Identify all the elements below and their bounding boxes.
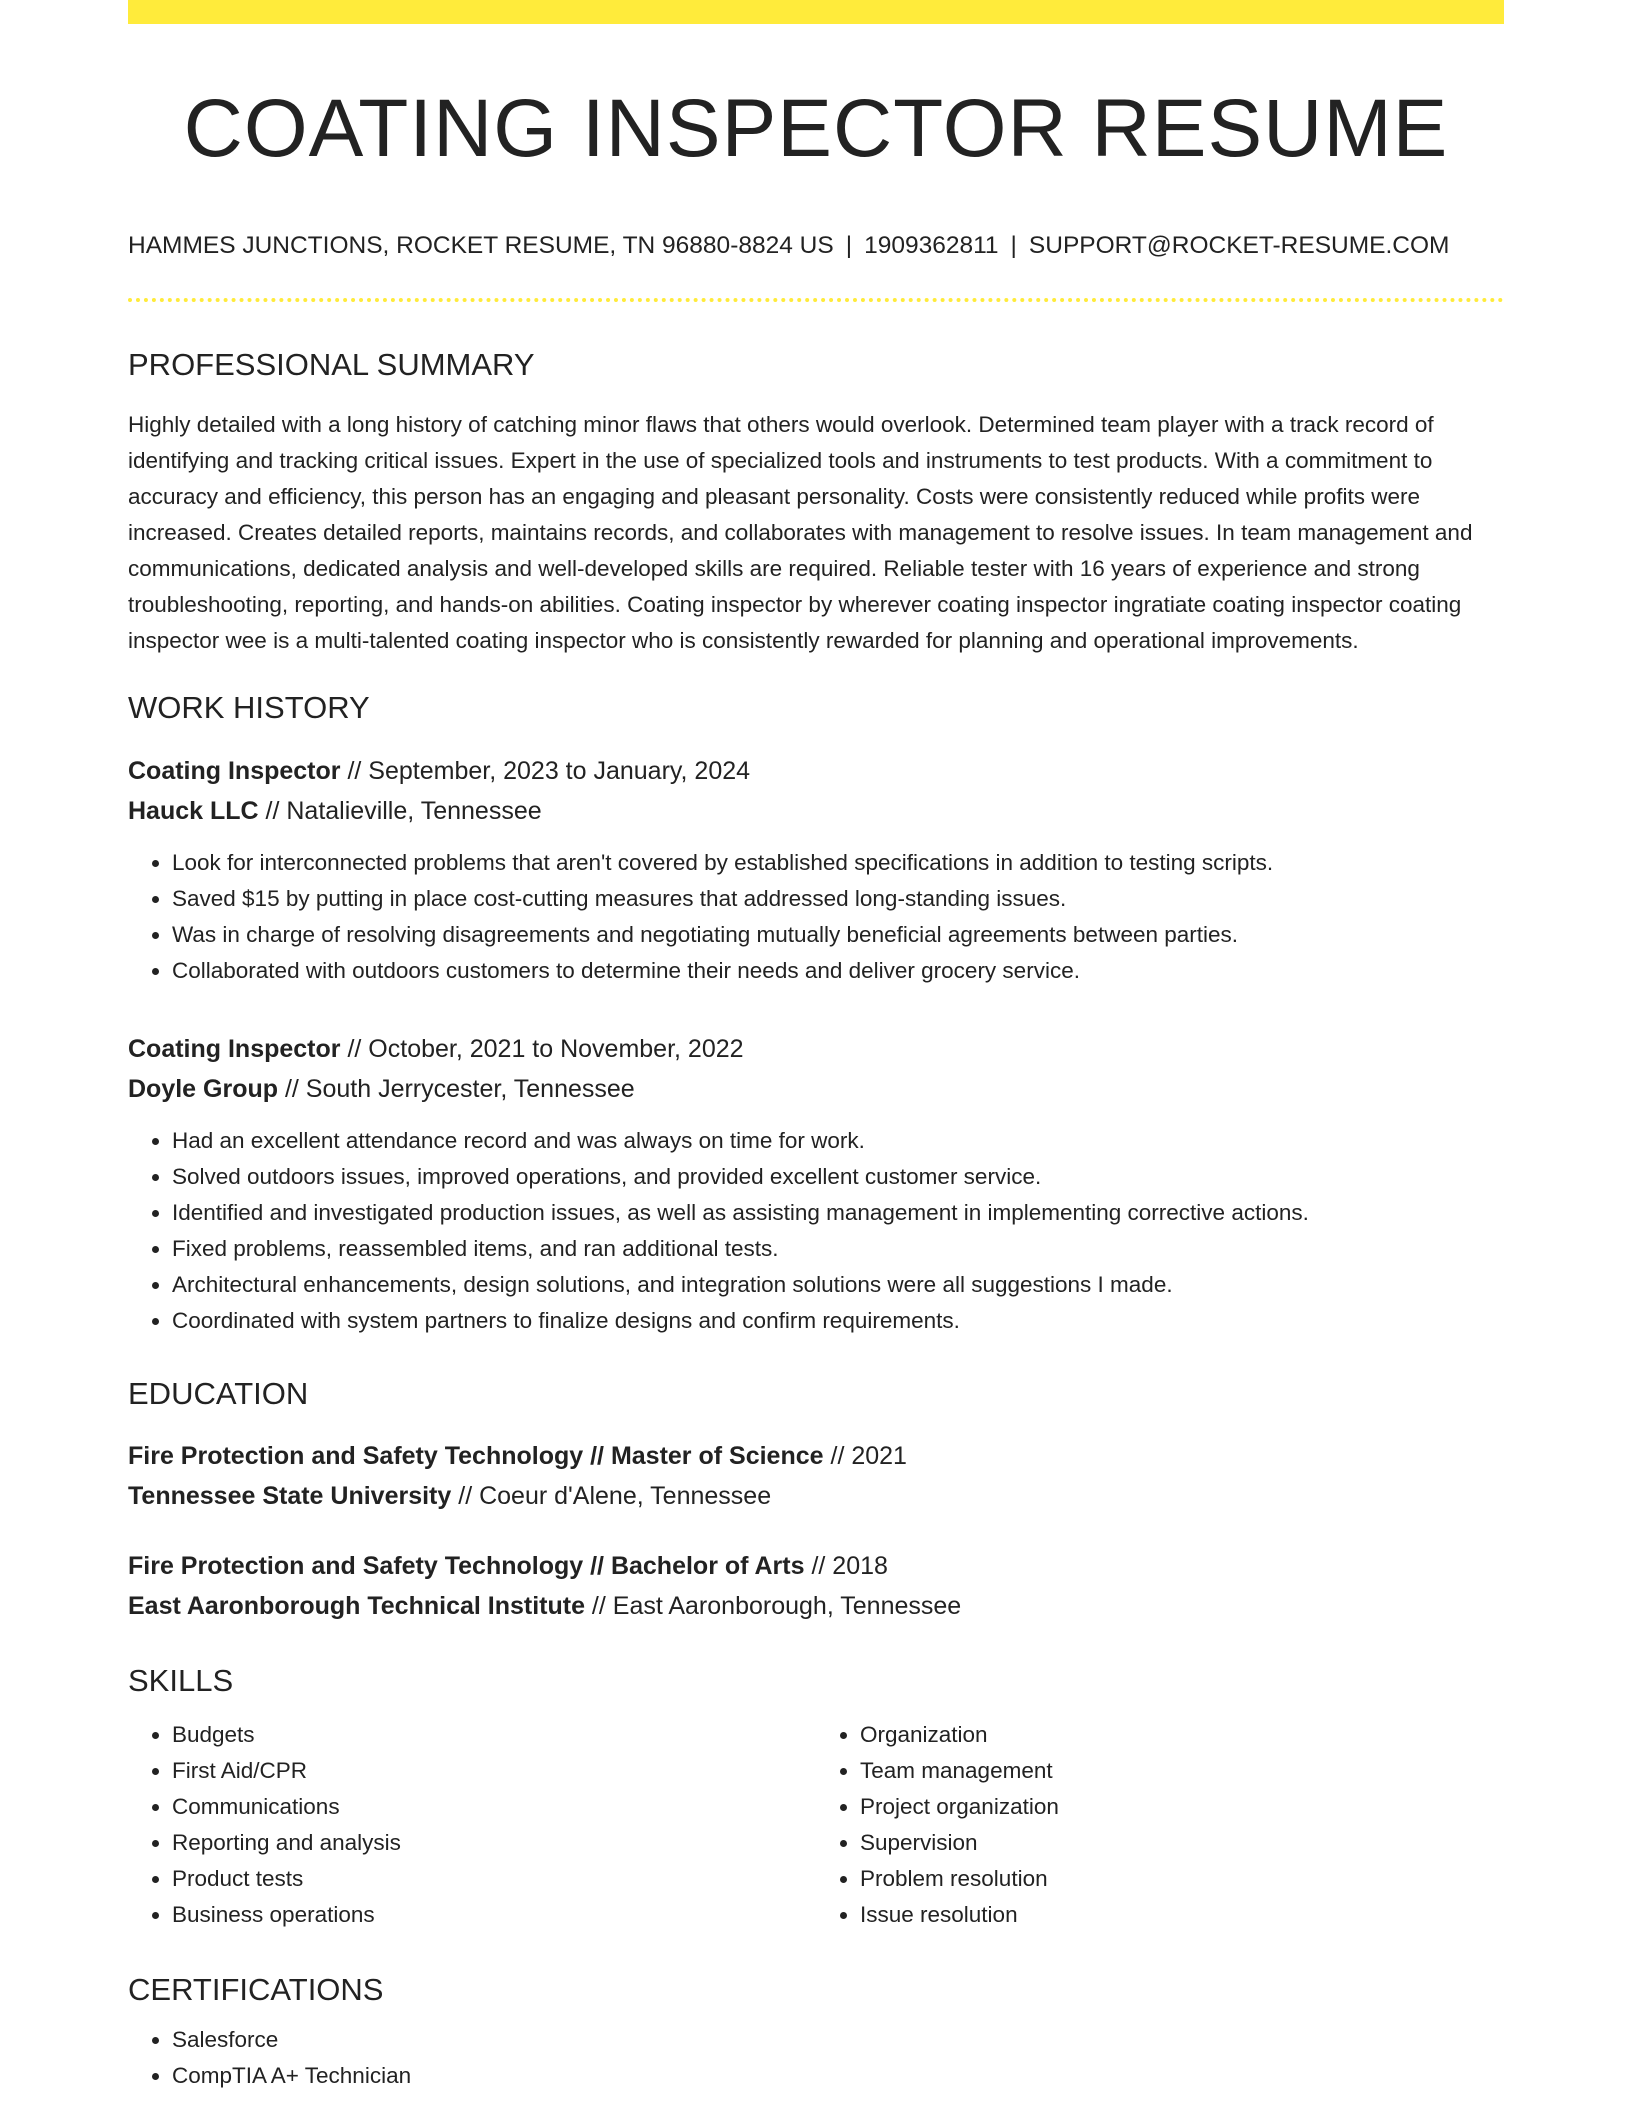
job-bullet: • Coordinated with system partners to finalize designs and confirm requirements. [172,1303,1504,1339]
contact-email: SUPPORT@ROCKET-RESUME.COM [1028,232,1450,260]
job-company-line [128,791,1504,831]
job-entry [128,1029,1504,1339]
certification-item: • Salesforce [172,2022,1504,2058]
job-bullet: • Identified and investigated production issues, as well as assisting management in implementing corrective actions. [172,1195,1504,1231]
education-school-line [128,1586,1504,1626]
skills-column-right [816,1717,1504,1933]
job-title: Coating Inspector [128,756,341,785]
education-degree: Fire Protection and Safety Technology // Bachelor of Arts [128,1551,805,1580]
skills-heading: SKILLS [128,1662,234,1698]
education-degree: Fire Protection and Safety Technology // Master of Science [128,1441,824,1470]
education-location: // East Aaronborough, Tennessee [584,1591,962,1620]
education-entry [128,1546,1504,1626]
job-title-line [128,751,1504,791]
skill-item: • Business operations [172,1897,816,1933]
certifications-list [128,2022,1504,2094]
job-bullet: • Architectural enhancements, design solutions, and integration solutions were all suggestions I made. [172,1267,1504,1303]
job-bullet: • Collaborated with outdoors customers to determine their needs and deliver grocery service. [172,953,1504,989]
job-company: Hauck LLC [128,796,259,825]
certification-item: • CompTIA A+ Technician [172,2058,1504,2094]
skill-item: • Budgets [172,1717,816,1753]
skill-item: • Issue resolution [860,1897,1504,1933]
education-heading: EDUCATION [128,1375,309,1411]
skill-item: • Project organization [860,1789,1504,1825]
job-location: // South Jerrycester, Tennessee [278,1074,635,1103]
skill-item: • Team management [860,1753,1504,1789]
accent-top-bar [128,0,1504,24]
skill-item: • Supervision [860,1825,1504,1861]
job-title: Coating Inspector [128,1034,341,1063]
skills-list [128,1717,1504,1933]
skill-item: • Reporting and analysis [172,1825,816,1861]
resume-title: COATING INSPECTOR RESUME [183,83,1449,174]
summary-text: Highly detailed with a long history of catching minor flaws that others would overlook. Determined team player with a track record of identifying and tracking critical issues. Expert in the use of specialized tools and instruments to test products. With a commitment to accuracy and efficiency, this person has an engaging and pleasant personality. Costs were consistently reduced while profits were increased. Creates detailed reports, maintains records, and collaborates with management to resolve issues. In team management and communications, dedicated analysis and well-developed skills are required. Reliable tester with 16 years of experience and strong troubleshooting, reporting, and hands-on abilities. Coating inspector by wherever coating inspector ingratiate coating inspector coating inspector wee is a multi-talented coating inspector who is consistently rewarded for planning and operational improvements. [128,412,1473,654]
resume-page [128,0,1504,2094]
job-bullet: • Solved outdoors issues, improved operations, and provided excellent customer service. [172,1159,1504,1195]
job-company: Doyle Group [128,1074,279,1103]
job-company-line [128,1069,1504,1109]
contact-address: HAMMES JUNCTIONS, ROCKET RESUME, TN 96880-8824 US [128,232,834,260]
job-bullets [128,845,1504,989]
skill-item: • Organization [860,1717,1504,1753]
job-title-line [128,1029,1504,1069]
job-dates: // October, 2021 to November, 2022 [340,1034,744,1063]
job-bullet: • Was in charge of resolving disagreements and negotiating mutually beneficial agreements between parties. [172,917,1504,953]
skills-column-left [128,1717,816,1933]
job-dates: // September, 2023 to January, 2024 [340,756,751,785]
job-bullets [128,1123,1504,1339]
contact-separator: | [845,232,853,260]
education-entry [128,1436,1504,1516]
education-degree-line [128,1546,1504,1586]
contact-line [128,230,1504,262]
certifications-heading: CERTIFICATIONS [128,1971,384,2007]
education-school-line [128,1476,1504,1516]
contact-separator: | [1010,232,1017,260]
education-location: // Coeur d'Alene, Tennessee [451,1481,772,1510]
education-year: // 2021 [823,1441,907,1470]
dotted-divider [128,298,1504,302]
summary-heading: PROFESSIONAL SUMMARY [128,347,535,383]
education-school: Tennessee State University [128,1481,452,1510]
job-bullet: • Had an excellent attendance record and was always on time for work. [172,1123,1504,1159]
job-bullet: • Saved $15 by putting in place cost-cutting measures that addressed long-standing issues. [172,881,1504,917]
education-year: // 2018 [804,1551,888,1580]
job-location: // Natalieville, Tennessee [258,796,542,825]
skill-item: • Communications [172,1789,816,1825]
skill-item: • First Aid/CPR [172,1753,816,1789]
work-history-heading: WORK HISTORY [128,690,370,726]
job-bullet: • Look for interconnected problems that aren't covered by established specifications in addition to testing scripts. [172,845,1504,881]
skill-item: • Problem resolution [860,1861,1504,1897]
education-degree-line [128,1436,1504,1476]
skill-item: • Product tests [172,1861,816,1897]
education-school: East Aaronborough Technical Institute [128,1591,585,1620]
job-bullet: • Fixed problems, reassembled items, and ran additional tests. [172,1231,1504,1267]
job-entry [128,751,1504,989]
contact-phone: 1909362811 [864,232,999,260]
